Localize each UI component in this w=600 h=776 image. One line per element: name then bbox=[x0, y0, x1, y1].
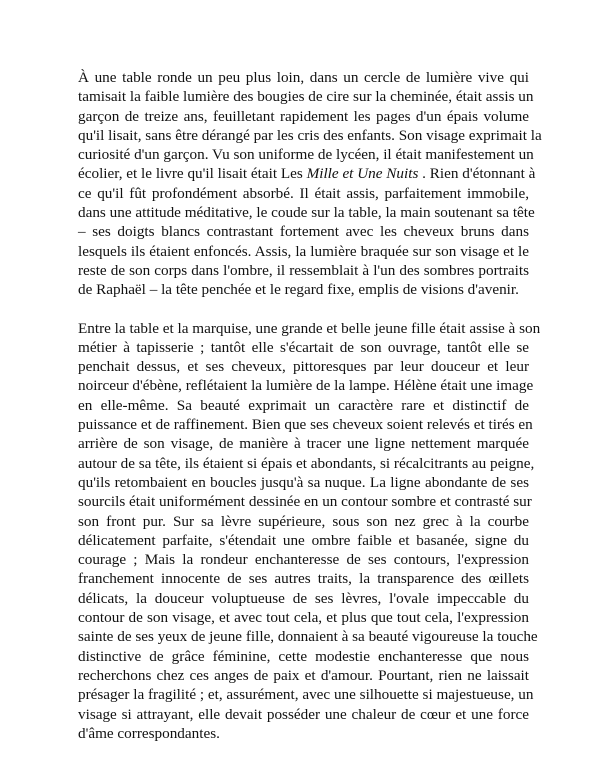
text-line: sainte de ses yeux de jeune fille, donnaient à sa beauté vigoureuse la touche bbox=[78, 628, 538, 646]
text-line: curiosité d'un garçon. Vu son uniforme de lycéen, il était manifestement un bbox=[78, 146, 534, 164]
text-line-with-title bbox=[78, 164, 536, 183]
text-line: visage si attrayant, elle devait posséder une chaleur de cœur et une force bbox=[78, 705, 529, 723]
text-line: contour de son visage, et avec tout cela, et plus que tout cela, l'expression bbox=[78, 609, 529, 627]
text-line: lesquels ils étaient enfoncés. Assis, la lumière braquée sur son visage et le bbox=[78, 242, 529, 260]
text-line: ce qu'il fût profondément absorbé. Il était assis, parfaitement immobile, bbox=[78, 184, 529, 202]
text-line: Entre la table et la marquise, une grande et belle jeune fille était assise à son bbox=[78, 319, 541, 337]
text-line: délicats, la douceur voluptueuse de ses lèvres, l'ovale impeccable du bbox=[78, 589, 529, 607]
text-fragment: écolier, et le livre qu'il lisait était Les bbox=[78, 165, 303, 183]
text-line: délicatement parfaite, s'étendait une ombre faible et basanée, signe du bbox=[78, 531, 529, 549]
text-line: présager la fragilité ; et, assurément, avec une silhouette si majestueuse, un bbox=[78, 686, 534, 704]
text-line: son front pur. Sur sa lèvre supérieure, sous son nez grec à la courbe bbox=[78, 512, 529, 530]
text-line: garçon de treize ans, feuilletant rapidement les pages d'un épais volume bbox=[78, 107, 529, 125]
text-line: autour de sa tête, ils étaient si épais et abondants, si récalcitrants au peigne, bbox=[78, 454, 535, 472]
text-line: À une table ronde un peu plus loin, dans un cercle de lumière vive qui bbox=[78, 69, 529, 86]
text-line: – ses doigts blancs contrastant fortement avec les cheveux bruns dans bbox=[78, 223, 529, 241]
document-page bbox=[78, 68, 542, 743]
text-line: d'âme correspondantes. bbox=[78, 724, 220, 742]
text-line: tamisait la faible lumière des bougies de cire sur la cheminée, était assis un bbox=[78, 88, 534, 106]
text-line: puissance et de raffinement. Bien que ses cheveux soient relevés et tirés en bbox=[78, 416, 533, 434]
text-line: en elle-même. Sa beauté exprimait un caractère rare et distinctif de bbox=[78, 396, 529, 414]
text-line: recherchons chez ces anges de paix et d'amour. Pourtant, rien ne laissait bbox=[78, 666, 529, 684]
text-line: qu'ils retombaient en boucles jusqu'à sa nuque. La ligne abondante de ses bbox=[78, 473, 529, 491]
paragraph-2 bbox=[78, 319, 541, 744]
text-line: métier à tapisserie ; tantôt elle s'écartait de son ouvrage, tantôt elle se bbox=[78, 338, 529, 356]
text-line: arrière de son visage, de manière à tracer une ligne nettement marquée bbox=[78, 435, 529, 453]
text-line: dans une attitude méditative, le coude sur la table, la main soutenant sa tête bbox=[78, 204, 535, 222]
paragraph-1 bbox=[78, 68, 542, 300]
text-line: reste de son corps dans l'ombre, il ressemblait à l'un des sombres portraits bbox=[78, 261, 529, 279]
text-line: sourcils était uniformément dessinée en un contour sombre et contrasté sur bbox=[78, 493, 532, 511]
text-line: de Raphaël – la tête penchée et le regard fixe, emplis de visions d'avenir. bbox=[78, 281, 519, 299]
book-title: Mille et Une Nuits bbox=[306, 165, 419, 183]
text-line: penchait dessus, et ses cheveux, pittoresques par leur douceur et leur bbox=[78, 358, 529, 376]
text-line: franchement innocente de ses autres traits, la transparence des œillets bbox=[78, 570, 529, 588]
text-line: noirceur d'ébène, reflétaient la lumière de la lampe. Hélène était une image bbox=[78, 377, 534, 395]
text-fragment: . Rien d'étonnant à bbox=[418, 165, 536, 183]
text-line: courage ; Mais la rondeur enchanteresse de ses contours, l'expression bbox=[78, 551, 529, 569]
text-line: distinctive de grâce féminine, cette modestie enchanteresse que nous bbox=[78, 647, 529, 665]
text-line: qu'il lisait, sans être dérangé par les cris des enfants. Son visage exprimait la bbox=[78, 126, 542, 144]
paragraph-spacer bbox=[78, 300, 529, 319]
